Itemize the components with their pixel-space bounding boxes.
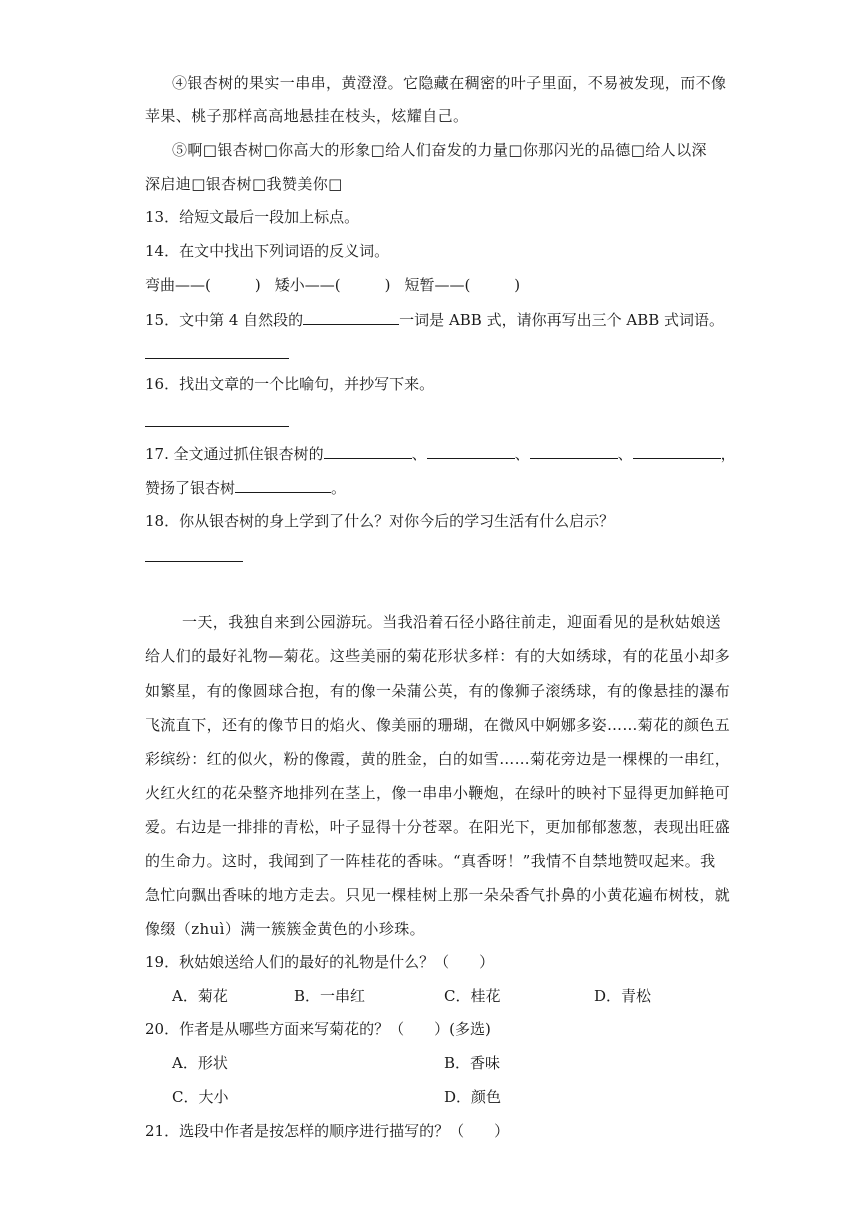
q16-answer-line[interactable] xyxy=(145,426,289,427)
q19-option-c[interactable]: C．桂花 xyxy=(444,987,501,1005)
question-14: 14．在文中找出下列词语的反义词。 xyxy=(145,242,390,260)
q19-option-d[interactable]: D．青松 xyxy=(594,987,652,1005)
question-15: 15．文中第 4 自然段的 一词是 ABB 式，请你再写出三个 ABB 式词语。 xyxy=(145,311,725,329)
q17-blank-4[interactable] xyxy=(633,443,721,459)
q17-blank-5[interactable] xyxy=(235,477,331,493)
q20-option-c[interactable]: C．大小 xyxy=(172,1088,229,1106)
q15-answer-line[interactable] xyxy=(145,358,289,359)
passage2-line-6: 火红火红的花朵整齐地排列在茎上，像一串串小鞭炮，在绿叶的映衬下显得更加鲜艳可 xyxy=(145,784,731,802)
passage1-p5-line1: ⑤啊□银杏树□你高大的形象□给人们奋发的力量□你那闪光的品德□给人以深 xyxy=(172,141,707,159)
q17-blank-2[interactable] xyxy=(427,443,515,459)
passage2-line-10: 像缀（zhuì）满一簇簇金黄色的小珍珠。 xyxy=(145,920,426,938)
passage2-line-8: 的生命力。这时，我闻到了一阵桂花的香味。“真香呀！”我情不自禁地赞叹起来。我 xyxy=(145,852,716,870)
passage2-line-5: 彩缤纷：红的似火，粉的像霞，黄的胜金，白的如雪……菊花旁边是一棵棵的一串红， xyxy=(145,750,731,768)
q20-option-a[interactable]: A．形状 xyxy=(172,1054,228,1072)
q14-item-a: 弯曲——( xyxy=(145,276,211,294)
question-17-line2: 赞扬了银杏树 。 xyxy=(145,479,347,497)
question-17: 17. 全文通过抓住银杏树的 、 、 、 ， xyxy=(145,445,736,463)
passage2-line-9: 急忙向飘出香味的地方走去。只见一棵桂树上那一朵朵香气扑鼻的小黄花遍布树枝，就 xyxy=(145,886,731,904)
question-13: 13．给短文最后一段加上标点。 xyxy=(145,208,360,226)
passage1-p4-line2: 苹果、桃子那样高高地悬挂在枝头，炫耀自己。 xyxy=(145,107,469,125)
q17-blank-1[interactable] xyxy=(324,443,412,459)
q18-answer-line[interactable] xyxy=(145,561,243,562)
q20-option-d[interactable]: D．颜色 xyxy=(444,1088,502,1106)
question-20: 20．作者是从哪些方面来写菊花的？（ ）(多选) xyxy=(145,1020,491,1038)
q19-option-b[interactable]: B．一串红 xyxy=(294,987,366,1005)
question-19: 19．秋姑娘送给人们的最好的礼物是什么？（ ） xyxy=(145,953,495,971)
q14-item-b: 矮小——( xyxy=(274,276,341,294)
q15-blank[interactable] xyxy=(303,309,399,325)
passage2-line-4: 飞流直下，还有的像节日的焰火、像美丽的珊瑚，在微风中婀娜多姿……菊花的颜色五 xyxy=(145,716,731,734)
question-18: 18．你从银杏树的身上学到了什么？对你今后的学习生活有什么启示？ xyxy=(145,512,615,530)
passage1-p5-line2: 深启迪□银杏树□我赞美你□ xyxy=(145,175,343,193)
passage2-line-1: 一天，我独自来到公园游玩。当我沿着石径小路往前走，迎面看见的是秋姑娘送 xyxy=(182,613,722,631)
passage2-line-2: 给人们的最好礼物—菊花。这些美丽的菊花形状多样：有的大如绣球，有的花虽小却多 xyxy=(145,647,731,665)
question-16: 16．找出文章的一个比喻句，并抄写下来。 xyxy=(145,375,435,393)
q19-option-a[interactable]: A．菊花 xyxy=(172,987,228,1005)
passage2-line-7: 爱。右边是一排排的青松，叶子显得十分苍翠。在阳光下，更加郁郁葱葱，表现出旺盛 xyxy=(145,818,731,836)
question-14-items: 弯曲——( ) 矮小——( ) 短暂——( ) xyxy=(145,276,521,294)
q17-blank-3[interactable] xyxy=(530,443,618,459)
question-21: 21．选段中作者是按怎样的顺序进行描写的？（ ） xyxy=(145,1122,510,1140)
q14-item-c: 短暂——( xyxy=(404,276,471,294)
passage2-line-3: 如繁星，有的像圆球合抱，有的像一朵蒲公英，有的像狮子滚绣球，有的像悬挂的瀑布 xyxy=(145,682,731,700)
q20-option-b[interactable]: B．香味 xyxy=(444,1054,501,1072)
passage1-p4-line1: ④银杏树的果实一串串，黄澄澄。它隐藏在稠密的叶子里面，不易被发现，而不像 xyxy=(172,74,727,92)
